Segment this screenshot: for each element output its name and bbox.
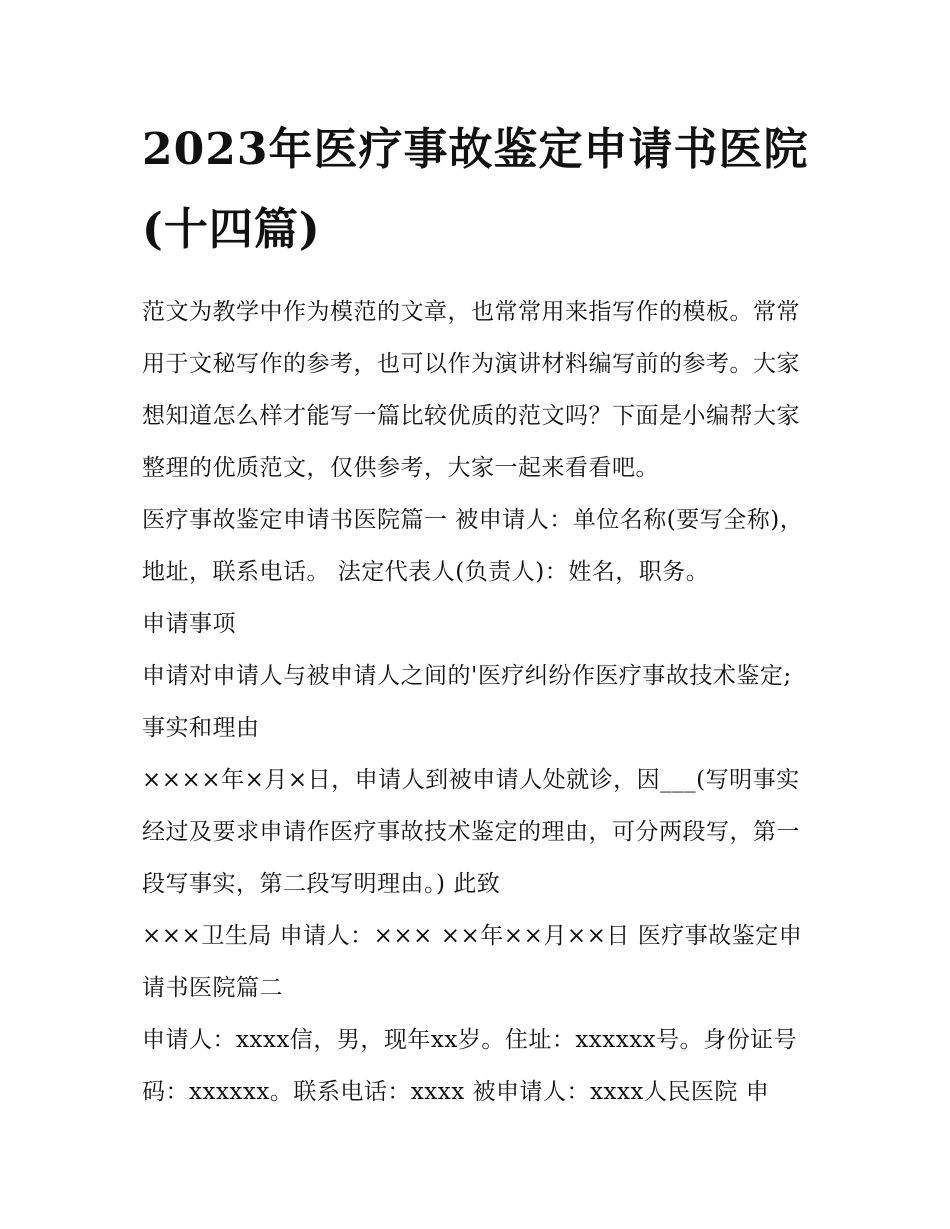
paragraph-signature: ×××卫生局 申请人：××× ××年××月××日 医疗事故鉴定申请书医院篇二 — [142, 923, 803, 1001]
paragraph-respondent-info: 医疗事故鉴定申请书医院篇一 被申请人：单位名称(要写全称)，地址，联系电话。 法定代表人(负责人)：姓名，职务。 — [142, 507, 804, 585]
paragraph-applicant-info: 申请人：xxxx信，男，现年xx岁。住址：xxxxxx号。身份证号码：xxxxxx。联系电话：xxxx 被申请人：xxxx人民医院 申 — [142, 1027, 798, 1105]
paragraph-request-heading: 申请事项 — [142, 611, 236, 637]
paragraph-intro: 范文为教学中作为模范的文章，也常常用来指写作的模板。常常用于文秘写作的参考，也可以作为演讲材料编写前的参考。大家想知道怎么样才能写一篇比较优质的范文吗？下面是小编帮大家整理的优质范文，仅供参考，大家一起来看看吧。 — [142, 299, 800, 481]
paragraph-facts: ××××年×月×日，申请人到被申请人处就诊，因___(写明事实经过及要求申请作医疗事故技术鉴定的理由，可分两段写，第一段写事实，第二段写明理由。) 此致 — [142, 767, 800, 897]
document-body — [142, 110, 822, 1118]
document-title: 2023年医疗事故鉴定申请书医院(十四篇) — [142, 124, 809, 255]
paragraph-request-body: 申请对申请人与被申请人之间的'医疗纠纷作医疗事故技术鉴定; 事实和理由 — [142, 663, 792, 741]
